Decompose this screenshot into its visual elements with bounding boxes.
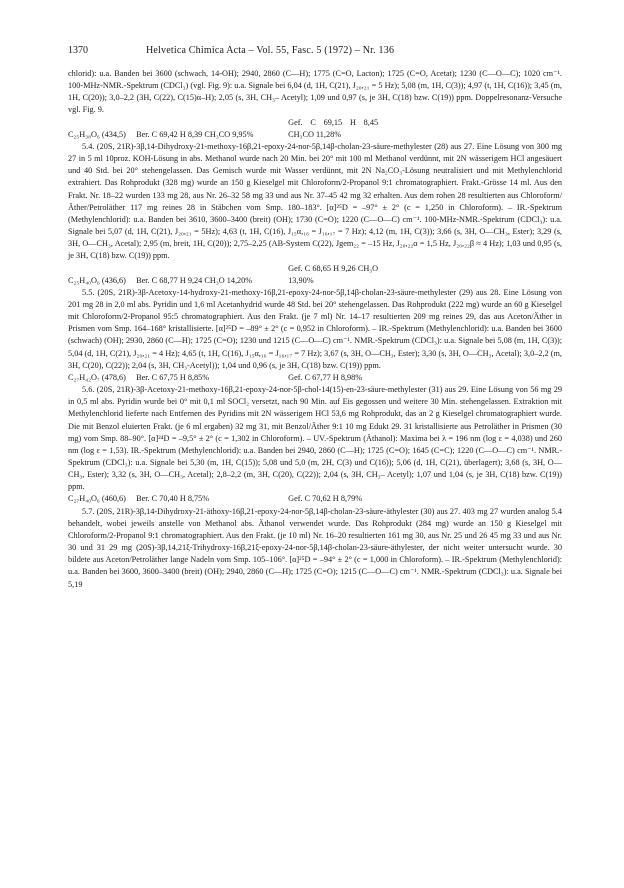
article-body bbox=[68, 68, 562, 591]
found-values: Gef. C 70,62 H 8,79% bbox=[288, 494, 363, 504]
paragraph-5-5: 5.5. (20S, 21R)-3β-Acetoxy-14-hydroxy-21-methoxy-16β,21-epoxy-24-nor-5β,14β-cholan-23-säure-methylester (29) aus 28. Eine Lösung von 201 mg 28 in 2,0 ml abs. Pyridin und 1,6 ml Acetanhydrid wurde 48 Std. bei 20° stehengelassen. Das Rohprodukt (222 mg) wurde an 60 g Kieselgel mit Chloroform/2-Propanol 95:5 chromatographiert. Aus den Frakt. (je 7 ml) Nr. 14–17 resultierten 209 mg reines 29, das aus Aceton/Äther in Prismen vom Smp. 164–168° kristallisierte. [α]²⁵D = –89° ± 2° (c = 0,952 in Chloroform). – IR.-Spektrum (Methylenchlorid): u.a. Banden bei 3600 (schwach) (OH); 2930, 2860 (C—H); 1725 (C=O); 1230 und 1215 (C—O—C) cm⁻¹. NMR.-Spektrum (CDCl₃): u.a. Signale bei 5,08 (m, 1H, C(3)); 5,04 (d, 1H, C(21), J₂₀,₂₁ = 4 Hz); 4,65 (t, 1H, C(16), J₁₅α,₁₆ = J₁₆,₁₇ = 7 Hz); 3,67 (s, 3H, O—CH₃, Ester); 3,30 (s, 3H, O—CH₃, Acetal); 3,0–2,2 (m, 3H, C(20), C(22)); 2,04 (s, 3H, CH₃-Acetyl)); 1,04 und 0,96 (s, je 3H, C(18) bzw. C(19)) ppm. bbox=[68, 287, 562, 370]
elemental-analysis bbox=[68, 493, 562, 505]
elemental-analysis bbox=[68, 372, 562, 384]
molecular-formula: C₂₅H₄₀O₆ (436,6) bbox=[68, 275, 126, 285]
molecular-formula: C₂₇H₄₀O₆ (460,6) bbox=[68, 494, 126, 504]
paragraph-5-4: 5.4. (20S, 21R)-3β,14-Dihydroxy-21-methoxy-16β,21-epoxy-24-nor-5β,14β-cholan-23-säure-methylester (28) aus 27. Eine Lösung von 300 mg 27 in 5 ml 10proz. KOH-Lösung in abs. Methanol wurde nach 20 Min. bei 20° mit 100 ml Methanol verdünnt, mit 2N wässerigem HCl angesäuert und 40 Std. bei 20° stehengelassen. Das Gemisch wurde mit Wasser verdünnt, mit 2N Na₂CO₃-Lösung neutralisiert und mit Methylenchlorid extrahiert. Das Rohprodukt (328 mg) wurde an 150 g Kieselgel mit Chloroform/2-Propanol 9:1 chromatographiert. Frakt.-Grösse 14 ml. Aus den Frakt. Nr. 18–22 wurden 133 mg 28, aus Nr. 26–32 58 mg 33 und aus Nr. 37–45 42 mg 32 erhalten. Aus dem rohen 28 resultierten aus Chloroform/Äther/Petroläther 117 mg reines 28 in Stäbchen vom Smp. 180–183°. [α]²⁵D = –97° ± 2° (c = 1,250 in Chloroform). – IR.-Spektrum (Methylenchlorid): u.a. Banden bei 3610, 3600–3400 (breit) (OH); 1730 (C=O); 1220 (C—O—C) cm⁻¹. 100-MHz-NMR.-Spektrum (CDCl₃): u.a. Signale bei 5,07 (d, 1H, C(21), J₂₀,₂₁ = 5Hz); 4,63 (t, 1H, C(16), J₁₅α,₁₆ = J₁₆,₁₇ = 7 Hz); 4,12 (m, 1H, C(3)); 3,66 (s, 3H, O—CH₃, Ester); 3,29 (s, 3H, O—CH₃, Acetal); 2,95 (m, breit, 1H, C(20)); 2,75–2,25 (AB-System C(22), Jgem₂₂ = –15 Hz, J₂₀,₂₂α = 1,5 Hz, J₂₀,₂₂β ≈ 4 Hz); 1,03 und 0,95 (s, je 3H, C(18) bzw. C(19)) ppm. bbox=[68, 141, 562, 261]
found-values: Gef. C 68,65 H 9,26 CH₃O 13,90% bbox=[288, 263, 379, 285]
elemental-analysis bbox=[68, 117, 562, 141]
journal-title: Helvetica Chimica Acta – Vol. 55, Fasc. 5 (1972) – Nr. 136 bbox=[146, 45, 395, 56]
paragraph-5-6: 5.6. (20S, 21R)-3β-Acetoxy-21-methoxy-16β,21-epoxy-24-nor-5β-chol-14(15)-en-23-säure-methylester (31) aus 29. Eine Lösung von 56 mg 29 in 0,5 ml abs. Pyridin wurde bei 0° mit 0,1 ml SOCl₂ versetzt, nach 90 Min. auf Eis gegossen und weitere 30 Min. stehengelassen. Extraktion mit Methylenchlorid lieferte nach Entfernen des Pyridins mit 2N wässerigem HCl 53,6 mg Rohprodukt, das an 2 g Kieselgel chromatographiert wurde. Die mit Benzol eluierten Frakt. (je 6 ml ergaben) 32 mg 31, mit Benzol/Äther 9:1 10 mg Edukt 29. 31 kristallisierte aus Petroläther in Prismen (30 mg) vom Smp. 88–90°. [α]²⁴D = –9,5° ± 2° (c = 1,302 in Chloroform). – UV.-Spektrum (Äthanol): Maxima bei λ = 196 nm (log ε = 4,038) und 260 nm (log ε = 1,53). IR.-Spektrum (Methylenchlorid): u.a. Banden bei 2940, 2860 (C—H); 1725 (C=O); 1645 (C=C); 1220 (C—O—C) cm⁻¹. NMR.-Spektrum (CDCl₃): u.a. Signale bei 5,30 (m, 1H, C(15)); 5,08 und 5,0 (m, 2H, C(3) und C(16)); 5,06 (d, 1H, C(21), überlagert); 3,68 (s, 3H, O—CH₃, Ester); 3,32 (s, 3H, O—CH₃, Acetal); 2,8–2,2 (m, 3H, C(20), C(22)); 2,04 (s, 3H, CH₃– Acetyl); 1,07 und 1,04 (s, je 3H, C(18) bzw. C(19)) ppm. bbox=[68, 385, 562, 492]
paragraph-spectra-continued: chlorid): u.a. Banden bei 3600 (schwach, 14-OH); 2940, 2860 (C—H); 1775 (C=O, Lacton); 1725 (C=O, Acetat); 1230 (C—O—C); 1020 cm⁻¹. 100-MHz-NMR.-Spektrum (CDCl₃) (vgl. Fig. 9): u.a. Signale bei 6,04 (d, 1H, C(21), J₂₀,₂₁ = 5 Hz); 5,08 (m, 1H, C(3)); 4,97 (t, 1H, C(16)); 3,45 (m, 1H, C(20)); 3,0–2,2 (3H, C(22), C(15)α–H); 2,05 (s, 3H, CH₃– Acetyl); 1,09 und 0,97 (s, je 3H, C(18) bzw. C(19)) ppm. Doppelresonanz-Versuche vgl. Fig. 9. bbox=[68, 69, 562, 115]
calculated-values: Ber. C 67,75 H 8,85% bbox=[136, 372, 210, 382]
running-header bbox=[68, 44, 562, 58]
found-values: Gef. C 69,15 H 8,45 CH₃CO 11,28% bbox=[288, 117, 379, 139]
page-number: 1370 bbox=[68, 45, 88, 56]
found-values: Gef. C 67,77 H 8,98% bbox=[288, 372, 363, 382]
elemental-analysis bbox=[68, 263, 562, 287]
molecular-formula: C₂₇H₄₂O₇ (478,6) bbox=[68, 372, 126, 382]
paragraph-5-7: 5.7. (20S, 21R)-3β,14-Dihydroxy-21-äthoxy-16β,21-epoxy-24-nor-5β,14β-cholan-23-säure-äthylester (30) aus 27. 403 mg 27 wurden analog 5.4 behandelt, wobei jeweils anstelle von Methanol abs. Äthanol verwendet wurde. Das Rohprodukt (284 mg) wurde an 150 g Kieselgel mit Chloroform/2-Propanol 9:1 chromatographiert. Aus den Frakt. (je 10 ml) Nr. 16–20 resultierten 161 mg 30, aus Nr. 25 und 26 45 mg 33 und aus Nr. 30 und 31 29 mg (20S)-3β,14,21ξ-Trihydroxy-16β,21ξ-epoxy-24-nor-5β,14β-cholan-23-säure-äthylester, der nicht weiter untersucht wurde. 30 bildete aus Aceton/Petroläther lange Nadeln vom Smp. 105–106°. [α]²⁵D = –94° ± 2° (c = 1,000 in Chloroform). – IR.-Spektrum (Methylenchlorid): u.a. Banden bei 3600, 3600–3400 (breit) (OH); 2940, 2860 (C—H); 1725 (C=O); 1215 (C—O—C) cm⁻¹. NMR.-Spektrum (CDCl₃): u.a. Signale bei 5,19 bbox=[68, 506, 562, 589]
molecular-formula: C₂₅H₃₈O₆ (434,5) bbox=[68, 129, 126, 139]
calculated-values: Ber. C 68,77 H 9,24 CH₃O 14,20% bbox=[136, 275, 253, 285]
calculated-values: Ber. C 69,42 H 8,39 CH₃CO 9,95% bbox=[136, 129, 254, 139]
calculated-values: Ber. C 70,40 H 8,75% bbox=[136, 494, 210, 504]
